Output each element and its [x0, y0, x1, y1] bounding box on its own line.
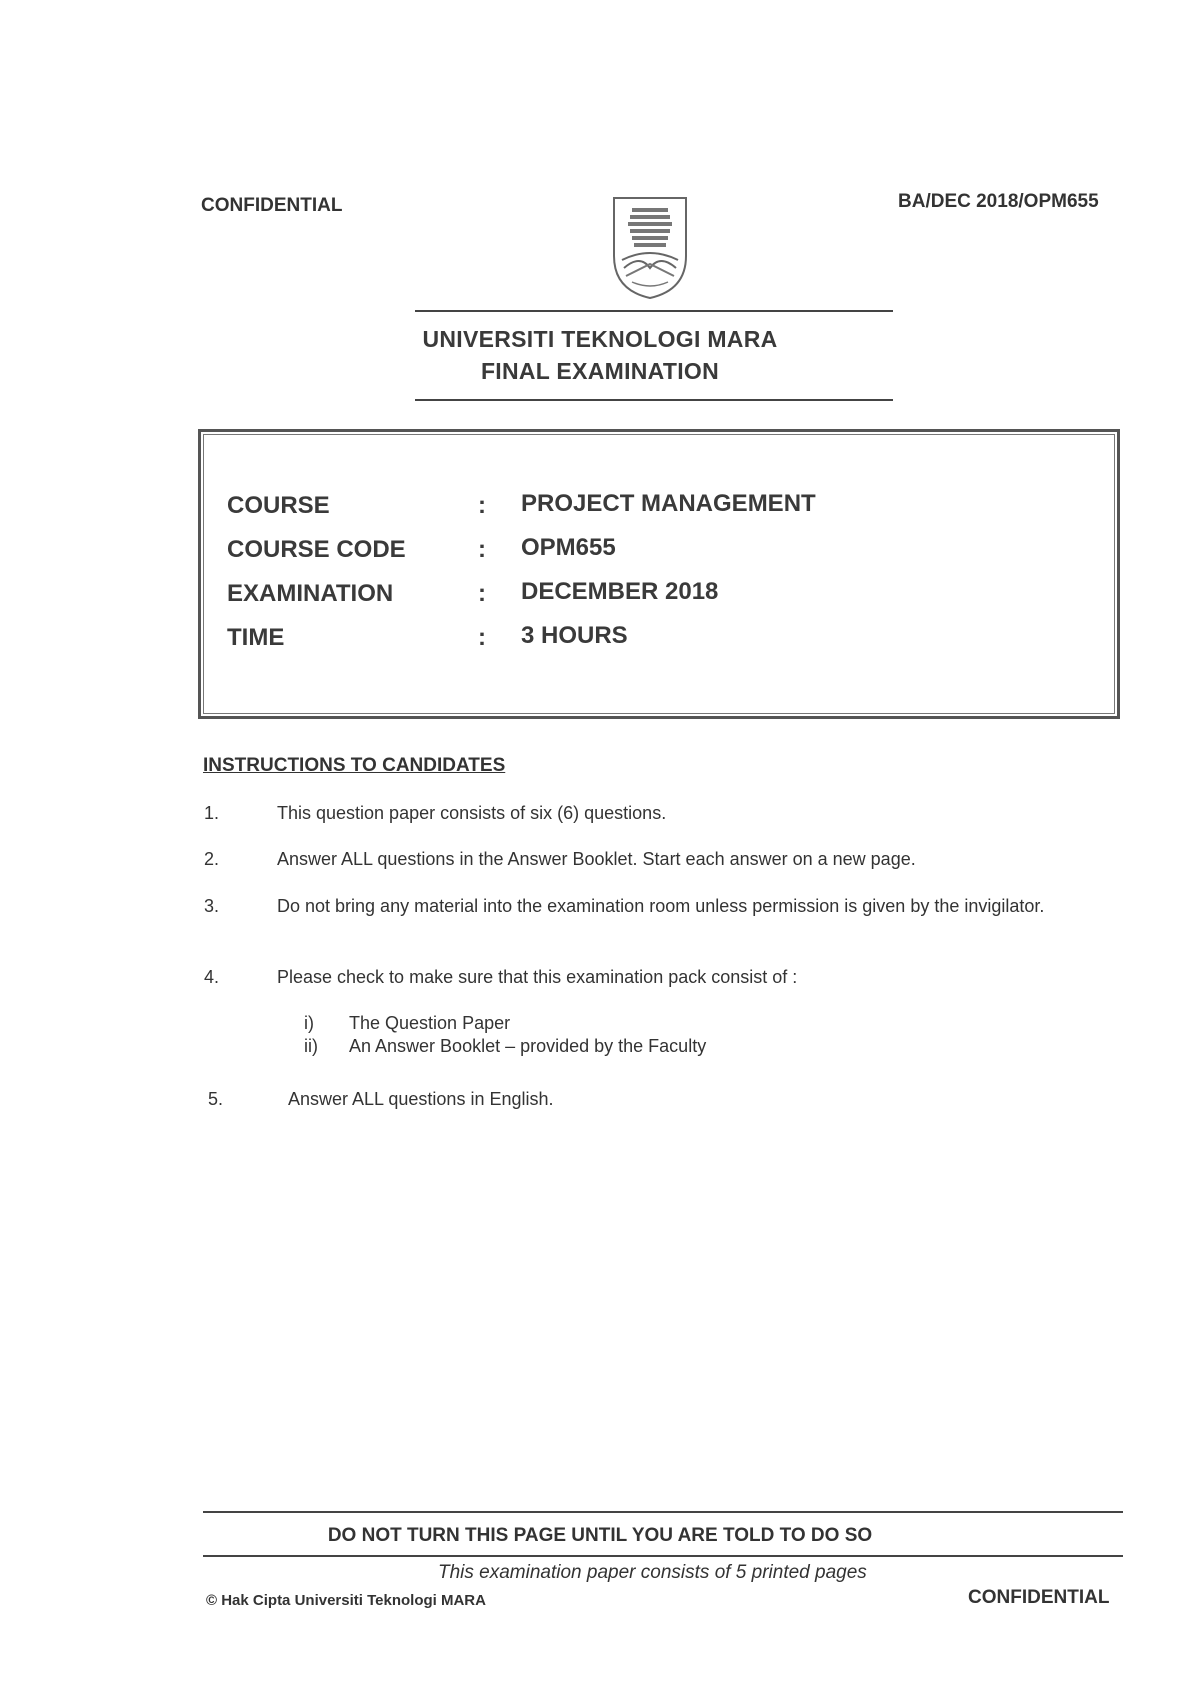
do-not-turn-notice: DO NOT TURN THIS PAGE UNTIL YOU ARE TOLD TO DO SO — [327, 1525, 873, 1546]
sub-item-1-number: i) — [304, 1013, 314, 1033]
examination-value: DECEMBER 2018 — [521, 578, 719, 605]
course-colon: : — [478, 492, 486, 519]
course-code-colon: : — [478, 536, 486, 563]
examination-colon: : — [478, 580, 486, 607]
course-details-box — [198, 429, 1120, 719]
course-value: PROJECT MANAGEMENT — [521, 490, 816, 517]
footer-bottom-rule — [203, 1555, 1123, 1557]
sub-item-2-number: ii) — [304, 1036, 318, 1056]
confidential-label-top: CONFIDENTIAL — [201, 195, 343, 216]
instruction-2-text: Answer ALL questions in the Answer Booklet. Start each answer on a new page. — [277, 849, 916, 869]
title-bottom-rule — [415, 399, 893, 401]
printed-pages-note: This examination paper consists of 5 printed pages — [438, 1562, 867, 1583]
title-top-rule — [415, 310, 893, 312]
instruction-3-number: 3. — [204, 896, 220, 916]
instruction-4-text: Please check to make sure that this examination pack consist of : — [277, 967, 798, 987]
university-name: UNIVERSITI TEKNOLOGI MARA — [422, 326, 778, 352]
paper-code: BA/DEC 2018/OPM655 — [898, 191, 1099, 212]
instruction-5-number: 5. — [208, 1089, 224, 1109]
footer-top-rule — [203, 1511, 1123, 1513]
time-colon: : — [478, 624, 486, 651]
exam-title: FINAL EXAMINATION — [480, 358, 720, 384]
sub-item-2-text: An Answer Booklet – provided by the Faculty — [349, 1036, 707, 1056]
instruction-5-text: Answer ALL questions in English. — [288, 1089, 554, 1109]
instruction-1-number: 1. — [204, 803, 220, 823]
time-value: 3 HOURS — [521, 622, 628, 649]
instructions-heading: INSTRUCTIONS TO CANDIDATES — [203, 755, 506, 776]
confidential-label-bottom: CONFIDENTIAL — [968, 1587, 1110, 1608]
instruction-2-number: 2. — [204, 849, 220, 869]
instruction-1-text: This question paper consists of six (6) questions. — [277, 803, 667, 823]
time-label: TIME — [227, 624, 285, 651]
course-code-value: OPM655 — [521, 534, 616, 561]
examination-label: EXAMINATION — [227, 580, 394, 607]
instruction-4-number: 4. — [204, 967, 220, 987]
course-code-label: COURSE CODE — [227, 536, 406, 563]
university-crest-logo — [610, 194, 690, 302]
sub-item-1-text: The Question Paper — [349, 1013, 511, 1033]
course-label: COURSE — [227, 492, 330, 519]
copyright-notice: © Hak Cipta Universiti Teknologi MARA — [206, 1592, 486, 1609]
instruction-3-text: Do not bring any material into the examination room unless permission is given by the invigilator. — [277, 896, 1045, 916]
